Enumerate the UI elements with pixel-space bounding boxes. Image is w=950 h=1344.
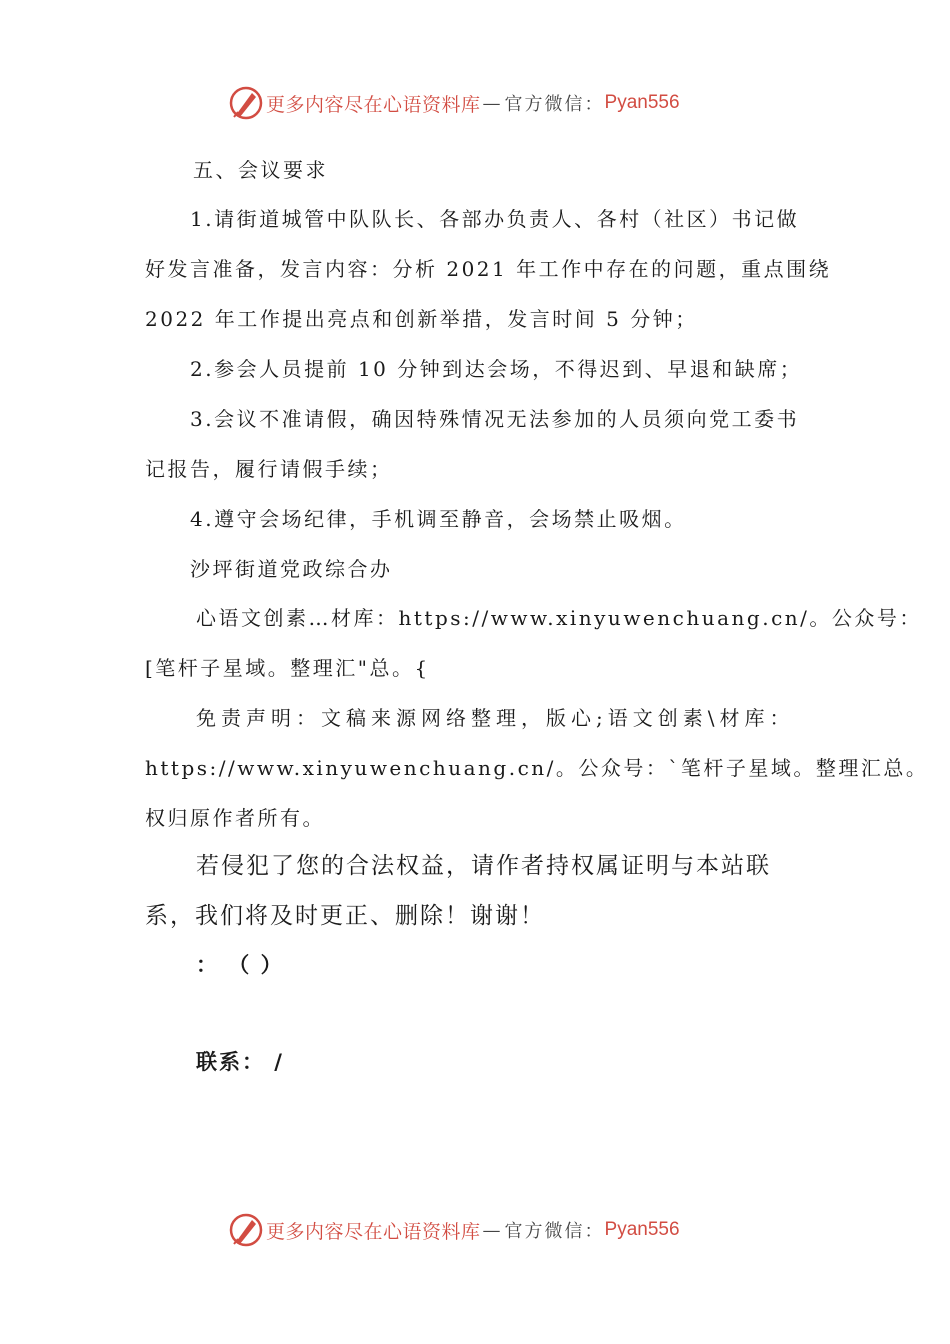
source-note-line-1: 心语文创素…材库：https://www.xinyuwenchuang.cn/。公众号： xyxy=(196,606,922,630)
copyright-notice-line-1: 若侵犯了您的合法权益，请作者持权属证明与本站联 xyxy=(196,853,771,879)
banner-dash: — xyxy=(482,92,503,114)
disclaimer-line-3: 权归原作者所有。 xyxy=(145,806,325,830)
quill-pen-logo-icon xyxy=(228,85,264,121)
banner-wechat-label: 官方微信： xyxy=(504,1221,605,1242)
blank-field-line: ： （ ） xyxy=(196,953,284,977)
issuer: 沙坪街道党政综合办 xyxy=(190,557,393,581)
requirement-3-line-1: 3.会议不准请假，确因特殊情况无法参加的人员须向党工委书 xyxy=(190,407,800,431)
section-heading: 五、会议要求 xyxy=(193,158,328,182)
requirement-1-line-3: 2022 年工作提出亮点和创新举措，发言时间 5 分钟； xyxy=(145,307,698,331)
banner-wechat-id: Pyan556 xyxy=(604,1219,680,1240)
banner-text: 更多内容尽在心语资料库 xyxy=(266,1220,481,1243)
requirement-1-line-1: 1.请街道城管中队队长、各部办负责人、各村（社区）书记做 xyxy=(190,207,800,231)
quill-pen-logo-icon xyxy=(228,1212,264,1248)
requirement-4: 4.遵守会场纪律，手机调至静音，会场禁止吸烟。 xyxy=(190,507,687,531)
banner-wechat-label: 官方微信： xyxy=(504,94,605,115)
header-banner xyxy=(228,83,680,123)
copyright-notice-line-2: 系，我们将及时更正、删除！谢谢！ xyxy=(145,903,545,929)
disclaimer-line-1: 免责声明：文稿来源网络整理，版心;语文创素\材库： xyxy=(196,706,795,730)
requirement-2: 2.参会人员提前 10 分钟到达会场，不得迟到、早退和缺席； xyxy=(190,357,803,381)
banner-dash: — xyxy=(482,1219,503,1241)
footer-banner xyxy=(228,1210,680,1250)
requirement-3-line-2: 记报告，履行请假手续； xyxy=(145,457,393,481)
banner-wechat-id: Pyan556 xyxy=(604,92,680,113)
banner-text: 更多内容尽在心语资料库 xyxy=(266,93,481,116)
source-note-line-2: [笔杆子星域。整理汇"总。{ xyxy=(145,656,430,680)
requirement-1-line-2: 好发言准备，发言内容：分析 2021 年工作中存在的问题，重点围绕 xyxy=(145,257,832,281)
contact-line: 联系： / xyxy=(196,1050,284,1074)
disclaimer-line-2: https://www.xinyuwenchuang.cn/。公众号：`笔杆子星域。整理汇总。 xyxy=(145,756,929,780)
